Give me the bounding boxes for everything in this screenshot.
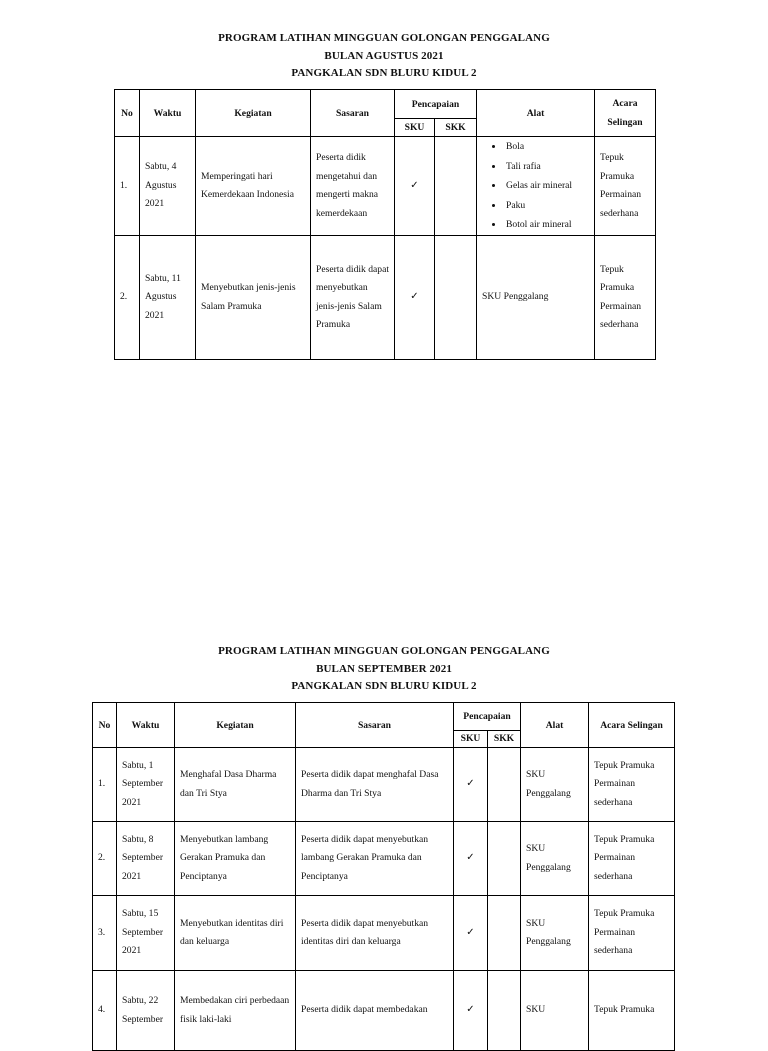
cell-no: 1. — [115, 137, 140, 236]
title-line: PANGKALAN SDN BLURU KIDUL 2 — [291, 67, 477, 79]
cell-sku-check: ✓ — [454, 971, 488, 1051]
cell-kegiatan: Menyebutkan jenis-jenis Salam Pramuka — [196, 236, 311, 360]
cell-skk — [488, 822, 521, 896]
cell-sasaran: Peserta didik dapat menyebutkan lambang Gerakan Pramuka dan Penciptanya — [296, 822, 454, 896]
cell-sasaran: Peserta didik dapat menyebutkan jenis-jenis Salam Pramuka — [311, 236, 395, 360]
header-acara-selingan: Acara Selingan — [589, 703, 675, 748]
cell-kegiatan: Menyebutkan identitas diri dan keluarga — [175, 896, 296, 971]
cell-alat — [477, 137, 595, 236]
cell-sasaran: Peserta didik dapat membedakan — [296, 971, 454, 1051]
cell-alat: SKU Penggalang — [521, 748, 589, 822]
header-pencapaian: Pencapaian — [395, 90, 477, 119]
header-kegiatan: Kegiatan — [196, 90, 311, 137]
cell-alat: SKU Penggalang — [521, 822, 589, 896]
cell-sku-check: ✓ — [454, 748, 488, 822]
header-pencapaian: Pencapaian — [454, 703, 521, 731]
cell-kegiatan: Membedakan ciri perbedaan fisik laki-laki — [175, 971, 296, 1051]
cell-kegiatan: Menyebutkan lambang Gerakan Pramuka dan Penciptanya — [175, 822, 296, 896]
cell-no: 4. — [93, 971, 117, 1051]
header-alat: Alat — [477, 90, 595, 137]
title-line: BULAN SEPTEMBER 2021 — [316, 662, 452, 675]
cell-waktu: Sabtu, 8 September 2021 — [117, 822, 175, 896]
cell-sasaran: Peserta didik dapat menghafal Dasa Dharma dan Tri Stya — [296, 748, 454, 822]
cell-sku-check: ✓ — [454, 822, 488, 896]
table-row — [93, 896, 675, 971]
cell-kegiatan: Memperingati hari Kemerdekaan Indonesia — [196, 137, 311, 236]
cell-waktu: Sabtu, 22 September — [117, 971, 175, 1051]
title-line: PROGRAM LATIHAN MINGGUAN GOLONGAN PENGGALANG — [218, 645, 550, 657]
table-row — [115, 137, 656, 236]
header-waktu: Waktu — [117, 703, 175, 748]
header-sku: SKU — [454, 731, 488, 748]
cell-acara-selingan: Tepuk Pramuka Permainan sederhana — [595, 236, 656, 360]
title-line: BULAN AGUSTUS 2021 — [324, 49, 444, 62]
header-sasaran: Sasaran — [296, 703, 454, 748]
table-row — [93, 748, 675, 822]
header-skk: SKK — [435, 119, 477, 137]
list-item: • Bola — [504, 137, 589, 157]
cell-sasaran: Peserta didik dapat menyebutkan identitas diri dan keluarga — [296, 896, 454, 971]
list-item: • Tali rafia — [504, 157, 589, 177]
cell-sasaran: Peserta didik mengetahui dan mengerti makna kemerdekaan — [311, 137, 395, 236]
program-title-agustus — [0, 30, 768, 83]
cell-sku-check: ✓ — [454, 896, 488, 971]
header-sku: SKU — [395, 119, 435, 137]
cell-sku-check: ✓ — [395, 137, 435, 236]
header-alat: Alat — [521, 703, 589, 748]
cell-alat: SKU Penggalang — [521, 896, 589, 971]
cell-no: 2. — [115, 236, 140, 360]
cell-skk — [435, 236, 477, 360]
list-item: • Botol air mineral — [504, 215, 589, 235]
cell-acara-selingan: Tepuk Pramuka Permainan sederhana — [589, 896, 675, 971]
cell-sku-check: ✓ — [395, 236, 435, 360]
cell-waktu: Sabtu, 1 September 2021 — [117, 748, 175, 822]
cell-acara-selingan: Tepuk Pramuka Permainan sederhana — [595, 137, 656, 236]
cell-waktu: Sabtu, 4 Agustus 2021 — [140, 137, 196, 236]
header-no: No — [115, 90, 140, 137]
schedule-table-september — [92, 702, 675, 1051]
cell-alat: SKU Penggalang — [477, 236, 595, 360]
cell-no: 3. — [93, 896, 117, 971]
cell-skk — [435, 137, 477, 236]
table-row — [93, 971, 675, 1051]
schedule-table-agustus — [114, 89, 656, 360]
program-title-september — [0, 643, 768, 696]
header-kegiatan: Kegiatan — [175, 703, 296, 748]
header-waktu: Waktu — [140, 90, 196, 137]
table-row — [93, 822, 675, 896]
list-item: • Paku — [504, 196, 589, 216]
cell-waktu: Sabtu, 11 Agustus 2021 — [140, 236, 196, 360]
table-row — [115, 236, 656, 360]
cell-alat: SKU — [521, 971, 589, 1051]
cell-skk — [488, 748, 521, 822]
header-skk: SKK — [488, 731, 521, 748]
header-acara-selingan: Acara Selingan — [595, 90, 656, 137]
cell-skk — [488, 971, 521, 1051]
cell-acara-selingan: Tepuk Pramuka Permainan sederhana — [589, 748, 675, 822]
list-item: • Gelas air mineral — [504, 176, 589, 196]
title-line: PANGKALAN SDN BLURU KIDUL 2 — [291, 680, 477, 692]
header-no: No — [93, 703, 117, 748]
cell-no: 2. — [93, 822, 117, 896]
cell-acara-selingan: Tepuk Pramuka Permainan sederhana — [589, 822, 675, 896]
cell-acara-selingan: Tepuk Pramuka — [589, 971, 675, 1051]
cell-no: 1. — [93, 748, 117, 822]
title-line: PROGRAM LATIHAN MINGGUAN GOLONGAN PENGGALANG — [218, 32, 550, 44]
header-sasaran: Sasaran — [311, 90, 395, 137]
alat-list — [482, 137, 589, 235]
cell-waktu: Sabtu, 15 September 2021 — [117, 896, 175, 971]
cell-skk — [488, 896, 521, 971]
cell-kegiatan: Menghafal Dasa Dharma dan Tri Stya — [175, 748, 296, 822]
